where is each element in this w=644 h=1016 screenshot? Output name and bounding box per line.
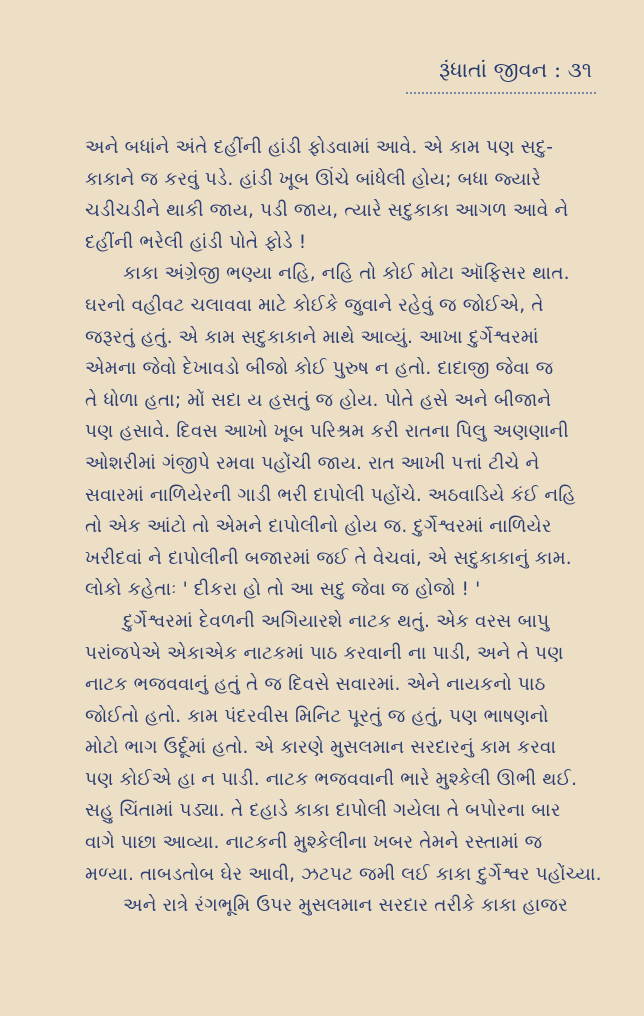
text-line: ઘરનો વહીવટ ચલાવવા માટે કોઈકે જુવાને રહેવું જ જોઈએ, તે (85, 294, 544, 316)
text-line: પરાંજપેએ એકાએક નાટકમાં પાઠ કરવાની ના પાડી, અને તે પણ (85, 642, 564, 664)
text-line: દુર્ગેશ્વરમાં દેવળની અગિયારશે નાટક થતું. એક વરસ બાપુ (123, 610, 550, 632)
text-line: મોટો ભાગ ઉર્દૂમાં હતો. એ કારણે મુસલમાન સરદારનું કામ કરવા (85, 737, 557, 759)
text-line: સવારમાં નાળિયેરની ગાડી ભરી દાપોલી પહોંચે. અઠવાડિયે કંઈ નહિ (85, 484, 576, 506)
text-line: જરૂરતું હતું. એ કામ સદુકાકાને માથે આવ્યું. આખા દુર્ગેશ્વરમાં (85, 326, 539, 348)
text-line: એમના જેવો દેખાવડો બીજો કોઈ પુરુષ ન હતો. દાદાજી જેવા જ (85, 358, 554, 380)
paragraph (85, 890, 603, 922)
text-line: કાકાને જ કરવું પડે. હાંડી ખૂબ ઊંચે બાંધેલી હોય; બધા જ્યારે (85, 168, 541, 190)
text-line: વાગે પાછા આવ્યા. નાટકની મુશ્કેલીના ખબર તેમને રસ્તામાં જ (85, 832, 543, 854)
paragraph (85, 606, 603, 890)
text-line: તો એક આંટો તો એમને દાપોલીનો હોય જ. દુર્ગેશ્વરમાં નાળિયેર (85, 516, 552, 538)
text-line: નાટક ભજવવાનું હતું તે જ દિવસે સવારમાં. એને નાયકનો પાઠ (85, 674, 546, 696)
text-line: જોઈતો હતો. કામ પંદરવીસ મિનિટ પૂરતું જ હતું, પણ ભાષણનો (85, 705, 549, 727)
text-line: દહીંની ભરેલી હાંડી પોતે ફોડે ! (85, 231, 307, 253)
text-line: ખરીદવાં ને દાપોલીની બજારમાં જઈ તે વેચવાં, એ સદુકાકાનું કામ. (85, 547, 572, 569)
paragraph (85, 132, 603, 258)
text-line: ઓશરીમાં ગંજીપે રમવા પહોંચી જાય. રાત આખી પત્તાં ટીચે ને (85, 452, 540, 474)
text-line: અને બધાંને અંતે દહીંની હાંડી ફોડવામાં આવે. એ કામ પણ સદુ- (85, 137, 554, 158)
running-header: રૂંધાતાં જીવન : ૩૧ (439, 58, 592, 82)
text-line: સહુ ચિંતામાં પડ્યા. તે દહાડે કાકા દાપોલી ગયેલા તે બપોરના બાર (85, 800, 561, 822)
text-line: તે ધોળા હતા; મોં સદા ય હસતું જ હોય. પોતે હસે અને બીજાને (85, 389, 552, 411)
paragraph (85, 258, 603, 606)
header-underline (406, 92, 596, 94)
text-line: પણ હસાવે. દિવસ આખો ખૂબ પરિશ્રમ કરી રાતના પિલુ અણણાની (85, 421, 569, 443)
text-line: અને રાત્રે રંગભૂમિ ઉપર મુસલમાન સરદાર તરીકે કાકા હાજર (123, 895, 568, 917)
text-line: કાકા અંગ્રેજી ભણ્યા નહિ, નહિ તો કોઈ મોટા ઑફિસર થાત. (123, 263, 570, 285)
text-line: પણ કોઈએ હા ન પાડી. નાટક ભજવવાની ભારે મુશ્કેલી ઊભી થઈ. (85, 768, 578, 790)
page-body (85, 132, 603, 922)
text-line: ચડીચડીને થાકી જાય, પડી જાય, ત્યારે સદુકાકા આગળ આવે ને (85, 200, 569, 222)
text-line: મળ્યા. તાબડતોબ ઘેર આવી, ઝટપટ જમી લઈ કાકા દુર્ગેશ્વર પહોંચ્યા. (85, 863, 602, 885)
text-line: લોકો કહેતાઃ ' દીકરા હો તો આ સદુ જેવા જ હોજો ! ' (85, 579, 481, 601)
